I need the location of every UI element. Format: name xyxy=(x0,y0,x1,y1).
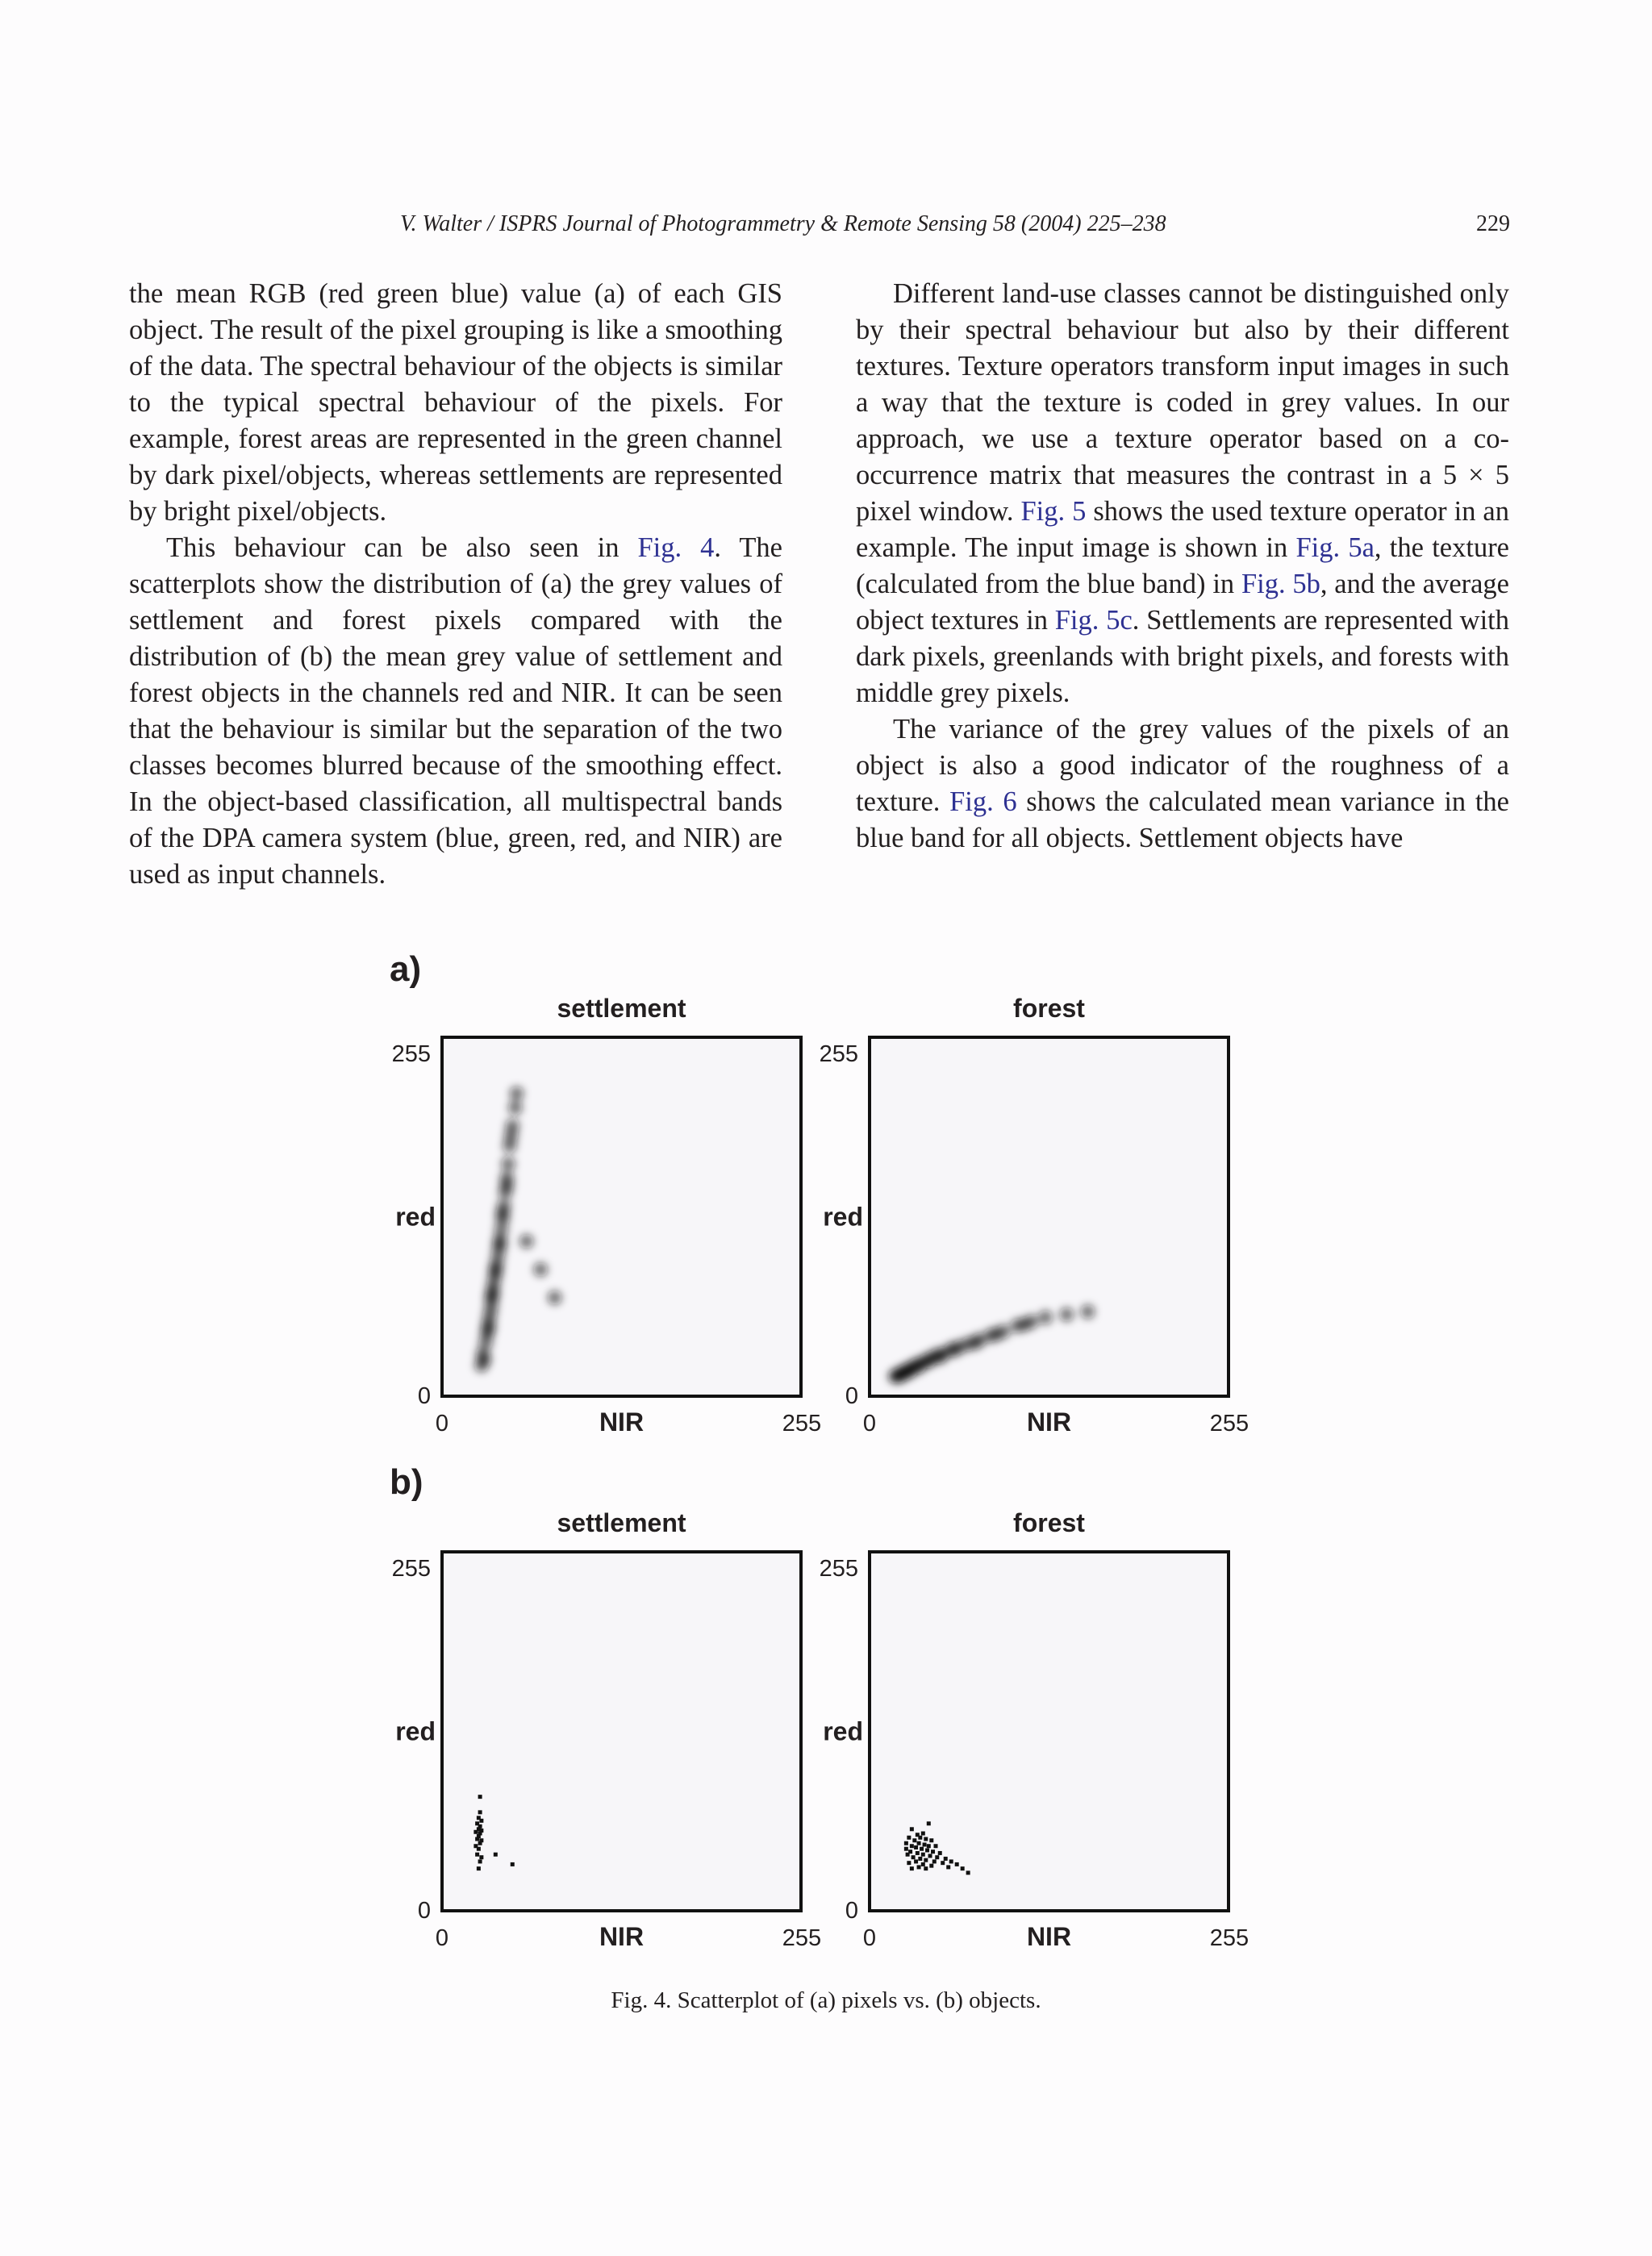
y-tick-label-min: 0 xyxy=(845,1898,858,1924)
x-tick-label-max: 255 xyxy=(782,1925,822,1951)
density-point xyxy=(989,1327,1003,1341)
x-axis-label: NIR xyxy=(599,1407,645,1437)
data-point xyxy=(914,1859,918,1863)
data-point xyxy=(955,1862,959,1866)
y-tick-label-min: 0 xyxy=(417,1383,431,1409)
density-point xyxy=(519,1234,534,1249)
data-point xyxy=(475,1837,479,1841)
panel-a-label: a) xyxy=(390,949,422,989)
data-point xyxy=(910,1844,914,1848)
density-point xyxy=(533,1262,548,1277)
data-point xyxy=(961,1866,965,1870)
text-run: . Settlements are represented with dark pixels, greenlands with bright pixels, and forests with middle grey pixels. xyxy=(856,605,1510,708)
plot-area xyxy=(870,1552,1229,1911)
data-point xyxy=(928,1854,932,1858)
density-point xyxy=(477,1353,491,1367)
data-point xyxy=(912,1855,916,1859)
density-point xyxy=(947,1342,962,1357)
y-tick-label-min: 0 xyxy=(845,1383,858,1409)
data-point xyxy=(478,1795,482,1799)
plot-title: forest xyxy=(1013,994,1085,1023)
journal-citation: V. Walter / ISPRS Journal of Photogrammetry & Remote Sensing 58 (2004) 225–238 xyxy=(400,211,1166,236)
y-tick-label-max: 255 xyxy=(819,1556,858,1582)
data-point xyxy=(906,1853,910,1857)
density-point xyxy=(493,1237,507,1252)
fig6-link[interactable]: Fig. 6 xyxy=(949,786,1017,817)
data-point xyxy=(923,1842,927,1846)
data-point xyxy=(918,1857,922,1861)
data-point xyxy=(927,1844,931,1848)
fig5c-link[interactable]: Fig. 5c xyxy=(1054,605,1133,636)
x-tick-label-min: 0 xyxy=(435,1925,449,1951)
data-point xyxy=(912,1838,916,1842)
fig5-link[interactable]: Fig. 5 xyxy=(1020,496,1087,527)
density-point xyxy=(1038,1310,1053,1324)
text-run: , the texture (calculated from the blue band) in xyxy=(856,532,1509,599)
data-point xyxy=(475,1853,479,1857)
data-point xyxy=(941,1861,945,1865)
x-tick-label-max: 255 xyxy=(782,1411,822,1437)
data-point xyxy=(921,1832,925,1836)
panel-b-label: b) xyxy=(390,1462,423,1502)
data-point xyxy=(907,1836,911,1840)
plot-area xyxy=(442,1552,801,1911)
y-tick-label-max: 255 xyxy=(391,1556,431,1582)
y-tick-label-max: 255 xyxy=(819,1041,858,1067)
data-point xyxy=(925,1848,929,1852)
data-point xyxy=(904,1841,908,1845)
x-axis-label: NIR xyxy=(599,1922,645,1951)
data-point xyxy=(949,1859,953,1863)
data-point xyxy=(944,1857,948,1861)
data-point xyxy=(477,1866,481,1870)
x-axis-label: NIR xyxy=(1026,1407,1072,1437)
data-point xyxy=(907,1861,911,1865)
data-point xyxy=(920,1847,924,1851)
scatterplot-b-forest xyxy=(820,1508,1249,1951)
data-point xyxy=(932,1859,937,1863)
plot-area xyxy=(870,1037,1229,1396)
fig5a-link[interactable]: Fig. 5a xyxy=(1295,532,1375,563)
data-point xyxy=(917,1865,921,1869)
x-tick-label-min: 0 xyxy=(435,1411,449,1437)
density-point xyxy=(1059,1307,1074,1322)
text-run: The variance of the grey values of the pixels of an object is also a good indicator of the roughness of a texture. xyxy=(856,714,1509,817)
data-point xyxy=(479,1819,483,1823)
data-point xyxy=(938,1851,942,1855)
density-point xyxy=(509,1086,524,1101)
x-tick-label-max: 255 xyxy=(1209,1411,1249,1437)
fig4-link[interactable]: Fig. 4 xyxy=(637,532,715,563)
x-axis-label: NIR xyxy=(1026,1922,1072,1951)
y-axis-label: red xyxy=(395,1202,436,1232)
data-point xyxy=(473,1830,478,1834)
text-run: . The scatterplots show the distribution of (a) the grey values of settlement and forest pixels compared with the distribution of (b) the mean grey value of settlement and forest objects in the channels red and NIR. It can be seen that the behaviour is similar but the separation of the two classes becomes blurred because of the smoothing effect. In the object-based classification, all multispectral bands of the DPA camera system (blue, green, red, and NIR) are used as input channels. xyxy=(129,532,782,890)
data-point xyxy=(478,1841,482,1845)
density-point xyxy=(932,1349,947,1364)
density-point xyxy=(499,1178,514,1192)
data-point xyxy=(511,1862,515,1866)
data-point xyxy=(924,1866,928,1870)
page-number: 229 xyxy=(1476,211,1510,236)
scatterplot-a-forest xyxy=(820,994,1249,1437)
text-run: shows the used texture operator in an example. The input image is shown in xyxy=(856,496,1509,563)
text-run: Different land-use classes cannot be distinguished only by their spectral behaviour but also by their different textures. Texture operators transform input images in such a way that the texture is coded in grey values. In our approach, we use a texture operator based on a co-occurrence matrix that measures the contrast in a 5 × 5 pixel window. xyxy=(856,278,1509,527)
plot-title: settlement xyxy=(557,994,686,1023)
density-point xyxy=(488,1262,503,1277)
density-point xyxy=(482,1321,496,1336)
density-point xyxy=(486,1287,500,1302)
y-tick-label-min: 0 xyxy=(417,1898,431,1924)
density-point xyxy=(1080,1304,1095,1319)
data-point xyxy=(921,1853,925,1857)
scatterplot-a-settlement xyxy=(392,994,822,1437)
plot-title: settlement xyxy=(557,1508,686,1537)
data-point xyxy=(478,1810,482,1814)
data-point xyxy=(917,1841,921,1845)
y-tick-label-max: 255 xyxy=(391,1041,431,1067)
data-point xyxy=(934,1844,938,1848)
density-point xyxy=(508,1100,523,1115)
data-point xyxy=(477,1847,481,1851)
x-tick-label-min: 0 xyxy=(862,1411,877,1437)
left-paragraph-1: the mean RGB (red green blue) value (a) of each GIS object. The result of the pixel grouping is like a smoothing of the data. The spectral behaviour of the objects is similar to the typical spectral behaviour of the pixels. For example, forest areas are represented in the green channel by dark pixel/objects, whereas settlements are represented by bright pixel/objects. xyxy=(129,278,782,527)
density-point xyxy=(1017,1317,1032,1332)
data-point xyxy=(935,1855,939,1859)
data-point xyxy=(924,1837,928,1841)
data-point xyxy=(929,1864,933,1868)
data-point xyxy=(927,1821,931,1825)
data-point xyxy=(494,1853,498,1857)
data-point xyxy=(914,1845,918,1849)
text-run: shows the calculated mean variance in the blue band for all objects. Settlement objects have xyxy=(856,786,1509,853)
data-point xyxy=(931,1849,935,1854)
data-point xyxy=(966,1870,970,1874)
x-tick-label-max: 255 xyxy=(1209,1925,1249,1951)
y-axis-label: red xyxy=(395,1716,436,1746)
data-point xyxy=(478,1859,482,1863)
density-point xyxy=(504,1128,519,1143)
data-point xyxy=(946,1865,950,1869)
density-point xyxy=(548,1291,562,1305)
fig5b-link[interactable]: Fig. 5b xyxy=(1241,569,1320,599)
figure-caption: Fig. 4. Scatterplot of (a) pixels vs. (b) objects. xyxy=(611,1987,1041,2013)
plot-title: forest xyxy=(1013,1508,1085,1537)
text-run: , and the average object textures in xyxy=(856,569,1509,636)
data-point xyxy=(929,1838,933,1842)
x-tick-label-min: 0 xyxy=(862,1925,877,1951)
data-point xyxy=(910,1866,914,1870)
y-axis-label: red xyxy=(823,1202,863,1232)
text-run: This behaviour can be also seen in xyxy=(166,532,638,563)
data-point xyxy=(904,1847,908,1851)
data-point xyxy=(479,1855,483,1859)
data-point xyxy=(910,1827,914,1831)
data-point xyxy=(918,1836,922,1840)
density-point xyxy=(968,1336,982,1350)
y-axis-label: red xyxy=(823,1716,863,1746)
data-point xyxy=(924,1858,928,1862)
scatterplot-b-settlement xyxy=(392,1508,822,1951)
scatterplots xyxy=(392,994,1249,1951)
data-point xyxy=(916,1851,920,1855)
density-point xyxy=(501,1157,515,1171)
data-point xyxy=(921,1862,925,1866)
density-point xyxy=(495,1206,510,1220)
